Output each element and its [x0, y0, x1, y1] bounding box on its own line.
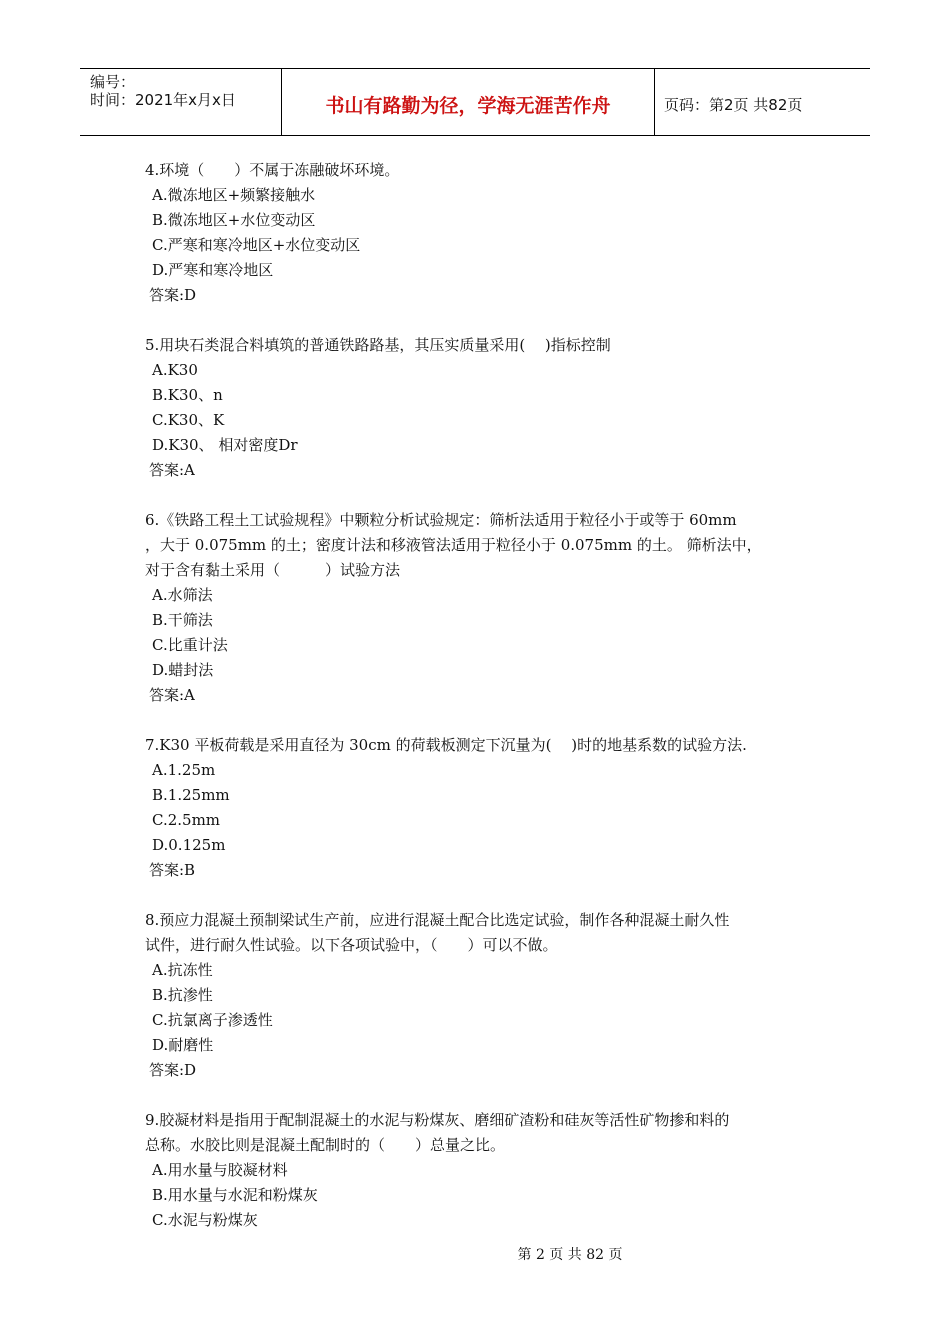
question-stem-line-1: 6.《铁路工程土工试验规程》中颗粒分析试验规定：筛析法适用于粒径小于或等于 60mm	[145, 511, 737, 529]
option-a: A.水筛法	[152, 586, 213, 604]
answer: 答案:D	[149, 1061, 197, 1079]
question-stem-line-1: 9.胶凝材料是指用于配制混凝土的水泥与粉煤灰、磨细矿渣粉和硅灰等活性矿物掺和料的	[145, 1111, 730, 1129]
question-stem-line-3: 对于含有黏土采用（ ）试验方法	[145, 561, 401, 579]
option-c: C.K30、K	[152, 411, 225, 429]
question-6	[145, 508, 815, 708]
question-stem-line-1: 8.预应力混凝土预制梁试生产前，应进行混凝土配合比选定试验，制作各种混凝土耐久性	[145, 911, 730, 929]
option-d: D.严寒和寒冷地区	[152, 261, 274, 279]
option-c: C.比重计法	[152, 636, 228, 654]
question-stem: 5.用块石类混合料填筑的普通铁路路基，其压实质量采用( )指标控制	[145, 336, 611, 354]
question-8	[145, 908, 815, 1083]
header-motto: 书山有路勤为径，学海无涯苦作舟	[282, 69, 655, 135]
time-label: 时间：2021年x月x日	[90, 91, 236, 109]
answer: 答案:D	[149, 286, 197, 304]
question-stem-line-2: 总称。水胶比则是混凝土配制时的（ ）总量之比。	[145, 1136, 506, 1154]
answer: 答案:A	[149, 461, 195, 479]
answer: 答案:B	[149, 861, 196, 879]
question-5	[145, 333, 815, 483]
page-header	[80, 68, 870, 136]
option-b: B.干筛法	[152, 611, 213, 629]
question-list	[145, 158, 815, 1258]
option-d: D.蜡封法	[152, 661, 214, 679]
header-page-info: 页码：第2页 共82页	[664, 95, 803, 114]
option-b: B.K30、n	[152, 386, 223, 404]
option-d: D.耐磨性	[152, 1036, 214, 1054]
question-9	[145, 1108, 815, 1233]
answer: 答案:A	[149, 686, 195, 704]
option-a: A.用水量与胶凝材料	[152, 1161, 288, 1179]
option-c: C.严寒和寒冷地区+水位变动区	[152, 236, 361, 254]
option-b: B.微冻地区+水位变动区	[152, 211, 316, 229]
header-meta	[80, 69, 282, 135]
question-stem-line-2: 试件，进行耐久性试验。以下各项试验中，（ ）可以不做。	[145, 936, 558, 954]
question-stem: 7.K30 平板荷载是采用直径为 30cm 的荷载板测定下沉量为( )时的地基系数的试验方法.	[145, 736, 747, 754]
option-b: B.抗渗性	[152, 986, 213, 1004]
question-stem-line-2: ，大于 0.075mm 的土；密度计法和移液管法适用于粒径小于 0.075mm 的土。 筛析法中，	[145, 536, 762, 554]
number-label: 编号：	[90, 73, 136, 91]
question-4	[145, 158, 815, 308]
option-c: C.抗氯离子渗透性	[152, 1011, 273, 1029]
option-b: B.用水量与水泥和粉煤灰	[152, 1186, 318, 1204]
option-b: B.1.25mm	[152, 786, 230, 804]
option-a: A.1.25m	[152, 761, 216, 779]
question-7	[145, 733, 815, 883]
option-a: A.微冻地区+频繁接触水	[152, 186, 316, 204]
option-c: C.2.5mm	[152, 811, 221, 829]
option-c: C.水泥与粉煤灰	[152, 1211, 258, 1229]
question-stem: 4.环境（ ）不属于冻融破坏环境。	[145, 161, 400, 179]
option-d: D.K30、 相对密度Dr	[152, 436, 298, 454]
page-footer: 第 2 页 共 82 页	[517, 1247, 623, 1263]
option-a: A.抗冻性	[152, 961, 213, 979]
option-d: D.0.125m	[152, 836, 226, 854]
option-a: A.K30	[152, 361, 198, 379]
